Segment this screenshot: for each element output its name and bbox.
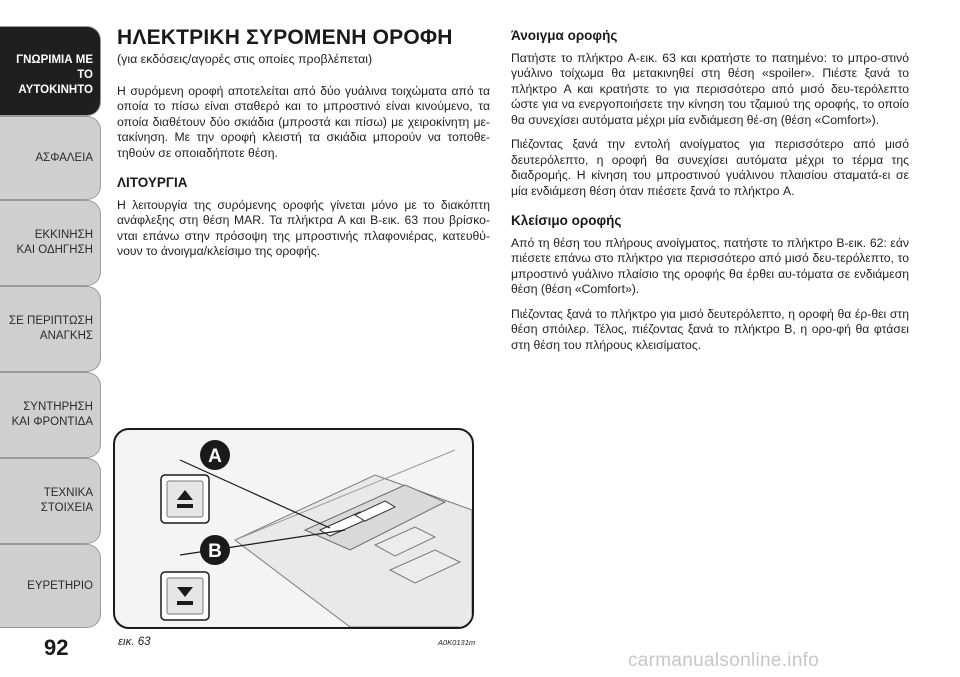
tab-getting-to-know-car[interactable]: ΓΝΩΡΙΜΙΑ ΜΕ ΤΟ ΑΥΤΟΚΙΝΗΤΟ (0, 26, 101, 116)
opening-paragraph-1: Πατήστε το πλήκτρο A-εικ. 63 και κρατήστε το πατημένο: το μπρο-στινό γυάλινο τοίχωμα θα μετακινηθεί στη θέση «spoiler». Πιέστε ξανά το πλήκτρο A και κρατήστε το για περισσότερο από μισό δευ-τερόλεπτο ώστε για να ενεργοποιήσετε την κίνηση του τζαμιού της οροφής, το οποίο θα συνεχίσει αυτόματα μέχρι μία ενδιάμεση θέ-ση (θέση «Comfort»). (511, 50, 909, 127)
roof-control-figure (113, 428, 474, 629)
tab-technical-data[interactable]: ΤΕΧΝΙΚΑ ΣΤΟΙΧΕΙΑ (0, 458, 101, 544)
label-b: B (208, 541, 222, 562)
closing-paragraph-1: Από τη θέση του πλήρους ανοίγματος, πατήστε το πλήκτρο B-εικ. 62: εάν πιέσετε επάνω στο πλήκτρο για περισσότερο από μισό δευ-τερόλεπτο, το μπροστινό γυάλινο πλαίσιο της οροφής θα έρθει αυ-τόματα σε ενδιάμεση θέση (θέση «Comfort»). (511, 235, 909, 296)
button-b-detail (161, 572, 209, 620)
closing-heading: Κλείσιμο οροφής (511, 213, 622, 228)
section-subtitle: (για εκδόσεις/αγορές στις οποίες προβλέπεται) (117, 52, 373, 66)
tab-safety[interactable]: ΑΣΦΑΛΕΙΑ (0, 116, 101, 200)
left-column (117, 26, 490, 269)
tab-starting-driving[interactable]: ΕΚΚΙΝΗΣΗ ΚΑΙ ΟΔΗΓΗΣΗ (0, 200, 101, 286)
intro-paragraph: Η συρόμενη οροφή αποτελείται από δύο γυάλινα τοιχώματα από τα οποία το πίσω είναι σταθερό και το μπροστινό είναι κινούμενο, τα οποία διαθέτουν δύο σκιάδια (μπροστά και πίσω) με χειροκίνητη με-τακίνηση. Με την οροφή κλειστή τα σκιάδια μπορούν να τοποθε-τηθούν σε οποιαδήποτε θέση. (117, 83, 490, 160)
function-paragraph: Η λειτουργία της συρόμενης οροφής γίνεται μόνο με το διακόπτη ανάφλεξης στη θέση MAR. Τα πλήκτρα A και B-εικ. 63 που βρίσκο-νται επάνω στην πρόσοψη της μπροστινής πλαφονιέρας, κατευθύ-νουν το άνοιγμα/κλείσιμο της οροφής. (117, 197, 490, 258)
watermark: carmanualsonline.info (628, 650, 820, 671)
figure-caption: εικ. 63 (118, 636, 151, 648)
opening-heading: Άνοιγμα οροφής (511, 28, 618, 43)
roof-control-illustration (115, 430, 472, 627)
right-column (511, 26, 909, 362)
tab-emergency[interactable]: ΣΕ ΠΕΡΙΠΤΩΣΗ ΑΝΑΓΚΗΣ (0, 286, 101, 372)
page-number: 92 (44, 635, 69, 660)
function-heading: ΛΙΤΟΥΡΓΙΑ (117, 175, 188, 190)
button-a-detail (161, 475, 209, 523)
section-title: ΗΛΕΚΤΡΙΚΗ ΣΥΡΟΜΕΝΗ ΟΡΟΦΗ (117, 26, 453, 49)
label-a: A (208, 446, 222, 467)
tab-maintenance[interactable]: ΣΥΝΤΗΡΗΣΗ ΚΑΙ ΦΡΟΝΤΙΔΑ (0, 372, 101, 458)
opening-paragraph-2: Πιέζοντας ξανά την εντολή ανοίγματος για περισσότερο από μισό δευτερόλεπτο, η οροφή θα συνεχίσει αυτόματα μέχρι το τέρμα της διαδρομής. Η κίνηση του μπροστινού γυάλινου πλαισίου σταματά-ει σε μία ενδιάμεση θέση όταν πιέσετε ξανά το πλήκτρο A. (511, 137, 909, 198)
closing-paragraph-2: Πιέζοντας ξανά το πλήκτρο για μισό δευτερόλεπτο, η οροφή θα έρ-θει στη θέση σπόιλερ. Τέλος, πιέζοντας ξανά το πλήκτρο B, η ορο-φή θα φτάσει στη θέση του πλήρους κλεισίματος. (511, 306, 909, 352)
figure-code: A0K0131m (438, 638, 476, 647)
tab-index[interactable]: ΕΥΡΕΤΗΡΙΟ (0, 544, 101, 628)
